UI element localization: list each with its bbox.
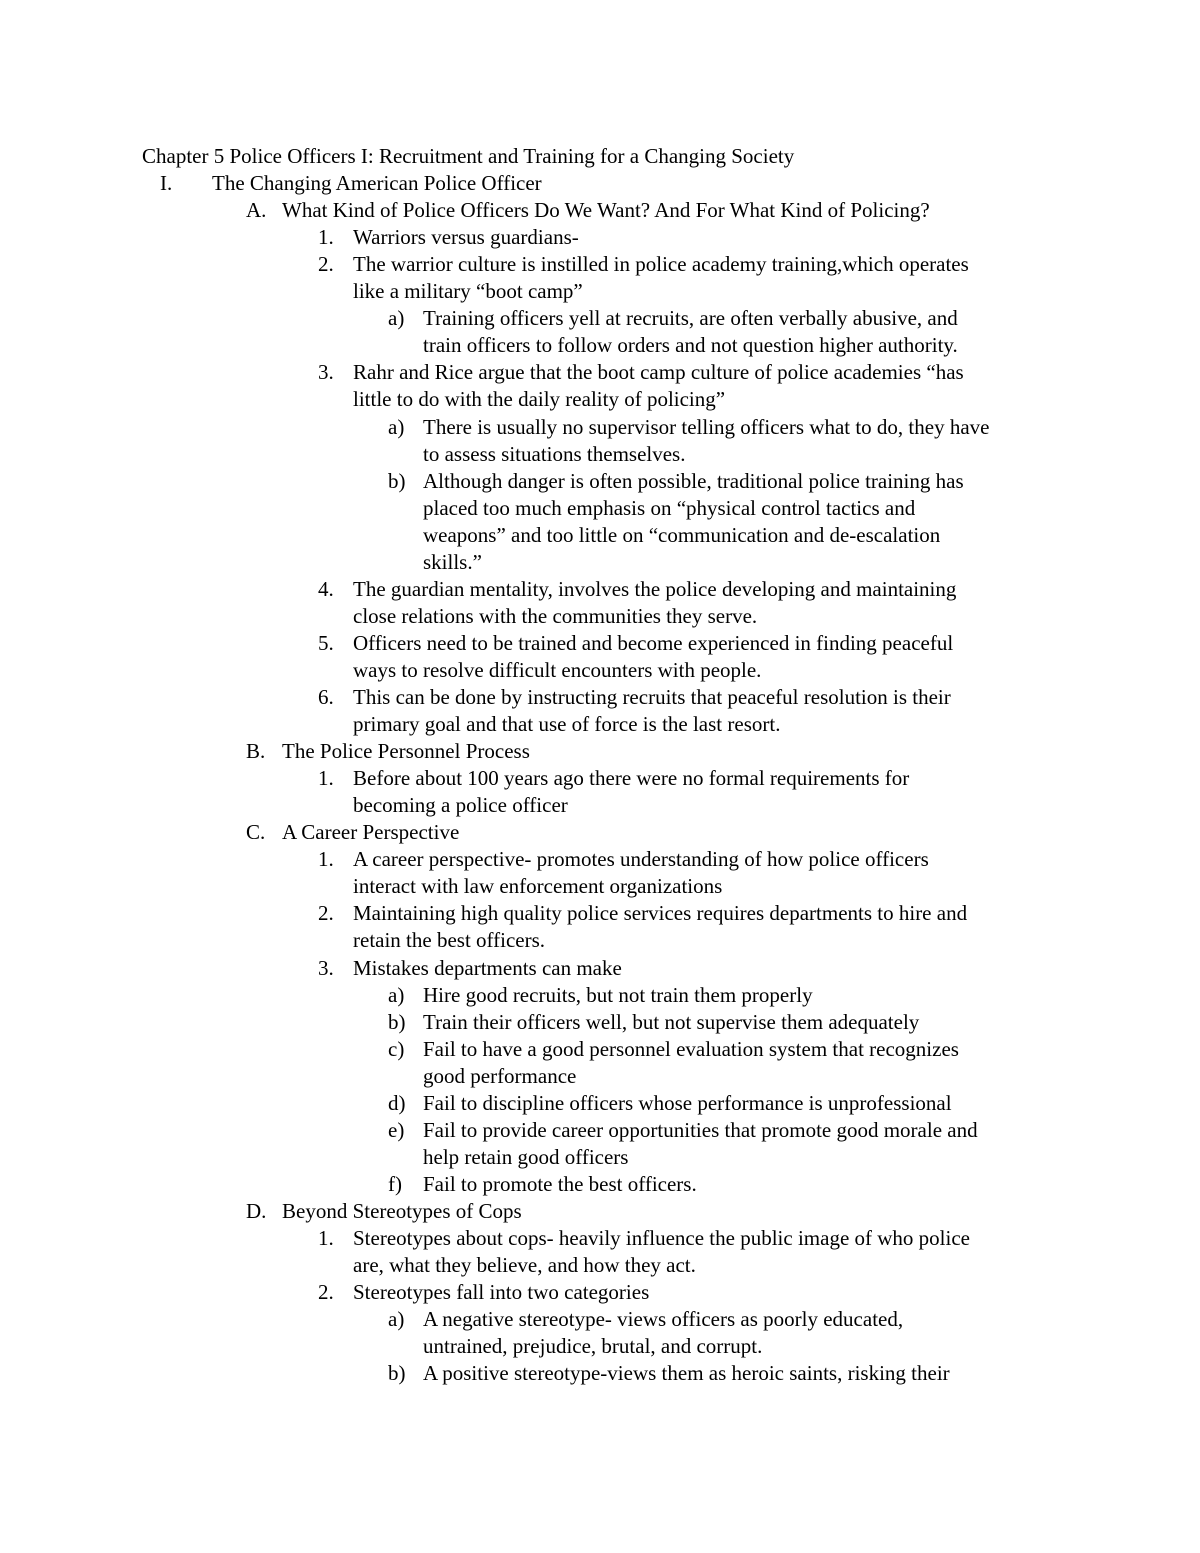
outline-line <box>0 603 1200 630</box>
list-marker: 2. <box>318 252 334 277</box>
line-text: The Changing American Police Officer <box>212 171 542 196</box>
outline-line <box>0 1306 1200 1333</box>
line-text: The warrior culture is instilled in police academy training,which operates <box>353 252 969 277</box>
list-marker: 2. <box>318 901 334 926</box>
list-marker: e) <box>388 1117 405 1142</box>
outline-line <box>0 495 1200 522</box>
line-text: weapons” and too little on “communication and de-escalation <box>423 522 941 547</box>
outline-line <box>0 684 1200 711</box>
line-text: train officers to follow orders and not question higher authority. <box>423 333 958 358</box>
outline-line <box>0 522 1200 549</box>
list-marker: d) <box>388 1090 406 1115</box>
line-text: Beyond Stereotypes of Cops <box>282 1198 522 1223</box>
line-text: becoming a police officer <box>353 793 568 818</box>
outline-line <box>0 1225 1200 1252</box>
line-text: The Police Personnel Process <box>282 739 530 764</box>
line-text: Before about 100 years ago there were no formal requirements for <box>353 766 910 791</box>
list-marker: 1. <box>318 225 334 250</box>
list-marker: 1. <box>318 847 334 872</box>
line-text: retain the best officers. <box>353 928 546 953</box>
list-marker: 4. <box>318 576 334 601</box>
list-marker: I. <box>160 171 173 196</box>
outline-line <box>0 1279 1200 1306</box>
line-text: little to do with the daily reality of policing” <box>353 387 726 412</box>
outline-line <box>0 657 1200 684</box>
outline-line <box>0 278 1200 305</box>
line-text: Fail to provide career opportunities that promote good morale and <box>423 1117 978 1142</box>
list-marker: b) <box>388 468 406 493</box>
outline-line <box>0 170 1200 197</box>
line-text: Warriors versus guardians- <box>353 225 579 250</box>
line-text: Training officers yell at recruits, are often verbally abusive, and <box>423 306 958 331</box>
outline-line <box>0 549 1200 576</box>
line-text: close relations with the communities they serve. <box>353 603 758 628</box>
line-text: primary goal and that use of force is the last resort. <box>353 712 781 737</box>
outline-line <box>0 1333 1200 1360</box>
outline-line <box>0 414 1200 441</box>
list-marker: B. <box>246 739 266 764</box>
list-marker: f) <box>388 1171 402 1196</box>
outline-line <box>0 765 1200 792</box>
list-marker: 3. <box>318 360 334 385</box>
outline-line <box>0 1063 1200 1090</box>
outline-line <box>0 982 1200 1009</box>
line-text: Hire good recruits, but not train them properly <box>423 982 813 1007</box>
line-text: like a military “boot camp” <box>353 279 583 304</box>
line-text: A Career Perspective <box>282 820 460 845</box>
line-text: Train their officers well, but not supervise them adequately <box>423 1009 920 1034</box>
outline-line <box>0 792 1200 819</box>
list-marker: 5. <box>318 630 334 655</box>
list-marker: b) <box>388 1361 406 1386</box>
line-text: Fail to have a good personnel evaluation system that recognizes <box>423 1036 959 1061</box>
outline-line <box>0 576 1200 603</box>
outline-line <box>0 1117 1200 1144</box>
outline-line <box>0 468 1200 495</box>
list-marker: 1. <box>318 1226 334 1250</box>
list-marker: b) <box>388 1009 406 1034</box>
outline-line <box>0 1090 1200 1117</box>
list-marker: 6. <box>318 685 334 709</box>
line-text: What Kind of Police Officers Do We Want? And For What Kind of Policing? <box>282 198 930 223</box>
line-text: This can be done by instructing recruits that peaceful resolution is their <box>353 685 951 709</box>
outline-line <box>0 441 1200 468</box>
outline-line <box>0 359 1200 386</box>
outline-line <box>0 738 1200 765</box>
line-text: Fail to promote the best officers. <box>423 1171 697 1196</box>
line-text: ways to resolve difficult encounters with people. <box>353 657 762 682</box>
outline-line <box>0 1009 1200 1036</box>
line-text: The guardian mentality, involves the police developing and maintaining <box>353 576 957 601</box>
list-marker: c) <box>388 1036 405 1061</box>
outline-line <box>0 1252 1200 1279</box>
line-text: Rahr and Rice argue that the boot camp culture of police academies “has <box>353 360 964 385</box>
outline-line <box>0 955 1200 982</box>
list-marker: D. <box>246 1198 267 1223</box>
outline-line <box>0 386 1200 413</box>
line-text: A negative stereotype- views officers as poorly educated, <box>423 1307 904 1332</box>
outline-line <box>0 1171 1200 1198</box>
outline-line <box>0 873 1200 900</box>
list-marker: a) <box>388 306 405 331</box>
outline-line <box>0 1144 1200 1171</box>
outline-line <box>0 1360 1200 1387</box>
list-marker: a) <box>388 414 405 439</box>
list-marker: 3. <box>318 955 334 980</box>
line-text: help retain good officers <box>423 1144 629 1169</box>
list-marker: A. <box>246 198 267 223</box>
outline-line <box>0 819 1200 846</box>
line-text: Fail to discipline officers whose performance is unprofessional <box>423 1090 952 1115</box>
line-text: Although danger is often possible, traditional police training has <box>423 468 964 493</box>
line-text: Stereotypes about cops- heavily influence the public image of who police <box>353 1226 970 1250</box>
line-text: There is usually no supervisor telling officers what to do, they have <box>423 414 990 439</box>
outline-line <box>0 900 1200 927</box>
title-text: Chapter 5 Police Officers I: Recruitment and Training for a Changing Society <box>142 144 795 168</box>
outline-line <box>0 927 1200 954</box>
line-text: A career perspective- promotes understanding of how police officers <box>353 847 929 872</box>
line-text: Officers need to be trained and become experienced in finding peaceful <box>353 630 954 655</box>
line-text: untrained, prejudice, brutal, and corrupt. <box>423 1334 763 1359</box>
outline-line <box>0 630 1200 657</box>
line-text: Stereotypes fall into two categories <box>353 1280 650 1305</box>
list-marker: C. <box>246 820 266 845</box>
line-text: are, what they believe, and how they act. <box>353 1253 696 1278</box>
outline-line <box>0 224 1200 251</box>
outline-line <box>0 197 1200 224</box>
line-text: Mistakes departments can make <box>353 955 622 980</box>
outline-line <box>0 1036 1200 1063</box>
line-text: to assess situations themselves. <box>423 441 686 466</box>
line-text: A positive stereotype-views them as heroic saints, risking their <box>423 1361 950 1386</box>
list-marker: a) <box>388 982 405 1007</box>
line-text: skills.” <box>423 549 482 574</box>
outline-line <box>0 332 1200 359</box>
list-marker: 1. <box>318 766 334 791</box>
outline-line <box>0 1198 1200 1225</box>
list-marker: a) <box>388 1307 405 1332</box>
outline-line <box>0 305 1200 332</box>
line-text: placed too much emphasis on “physical control tactics and <box>423 495 916 520</box>
outline-line <box>0 251 1200 278</box>
line-text: interact with law enforcement organizations <box>353 874 723 899</box>
outline-line <box>0 846 1200 873</box>
line-text: good performance <box>423 1063 577 1088</box>
document-title <box>0 143 1200 170</box>
line-text: Maintaining high quality police services requires departments to hire and <box>353 901 968 926</box>
outline-line <box>0 711 1200 738</box>
list-marker: 2. <box>318 1280 334 1305</box>
